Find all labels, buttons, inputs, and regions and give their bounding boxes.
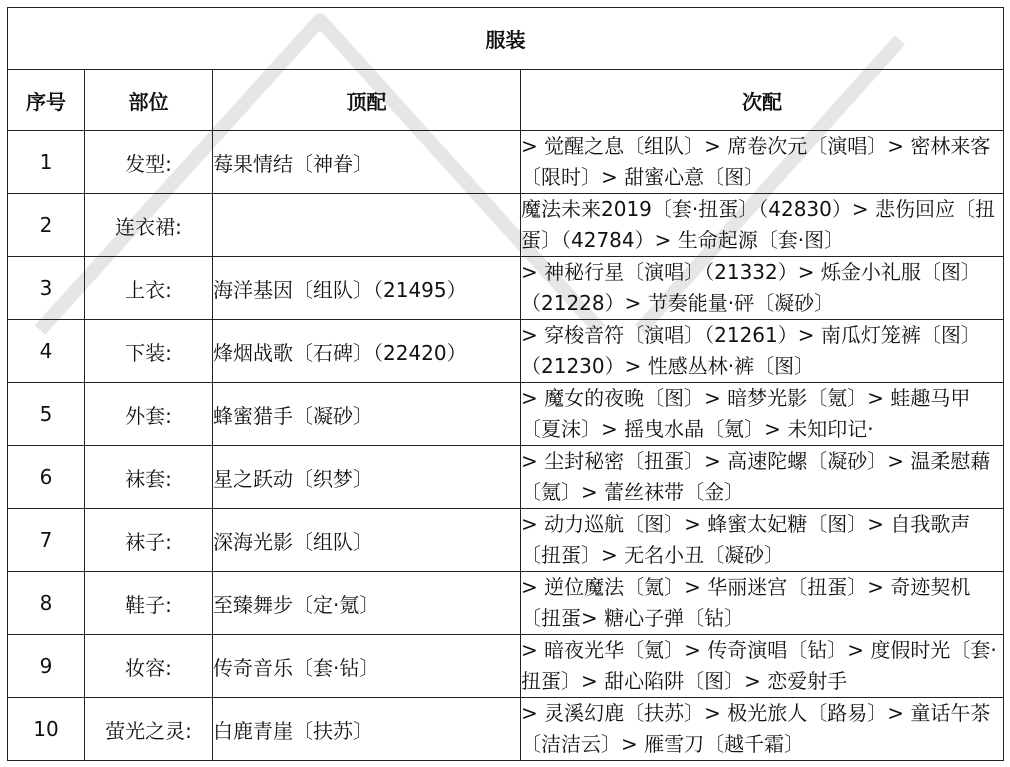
row-index: 8	[8, 572, 85, 635]
row-part: 连衣裙:	[85, 194, 213, 257]
row-part: 袜套:	[85, 446, 213, 509]
row-sub: > 灵溪幻鹿〔扶苏〕> 极光旅人〔路易〕> 童话午茶〔洁洁云〕> 雁雪刀〔越千霜〕	[521, 698, 1004, 761]
row-index: 4	[8, 320, 85, 383]
row-index: 5	[8, 383, 85, 446]
row-top	[213, 194, 521, 257]
row-part: 萤光之灵:	[85, 698, 213, 761]
row-part: 发型:	[85, 131, 213, 194]
row-index: 3	[8, 257, 85, 320]
row-sub: > 魔女的夜晚〔图〕> 暗梦光影〔氪〕> 蛙趣马甲〔夏沫〕> 摇曳水晶〔氪〕> 未知印记·	[521, 383, 1004, 446]
row-top: 莓果情结〔神眷〕	[213, 131, 521, 194]
row-part: 下装:	[85, 320, 213, 383]
row-index: 1	[8, 131, 85, 194]
row-part: 外套:	[85, 383, 213, 446]
row-sub: > 觉醒之息〔组队〕> 席卷次元〔演唱〕> 密林来客〔限时〕> 甜蜜心意〔图〕	[521, 131, 1004, 194]
row-sub: > 穿梭音符〔演唱〕（21261）> 南瓜灯笼裤〔图〕（21230）> 性感丛林·裤〔图〕	[521, 320, 1004, 383]
row-index: 6	[8, 446, 85, 509]
row-part: 鞋子:	[85, 572, 213, 635]
row-top: 烽烟战歌〔石碑〕（22420）	[213, 320, 521, 383]
table-row	[8, 383, 1004, 446]
row-index: 2	[8, 194, 85, 257]
table-row	[8, 572, 1004, 635]
table-row	[8, 509, 1004, 572]
header-part: 部位	[85, 70, 213, 131]
row-sub: > 神秘行星〔演唱〕（21332）> 烁金小礼服〔图〕（21228）> 节奏能量·砰〔凝砂〕	[521, 257, 1004, 320]
header-top: 顶配	[213, 70, 521, 131]
row-top: 星之跃动〔织梦〕	[213, 446, 521, 509]
table-row	[8, 635, 1004, 698]
row-index: 9	[8, 635, 85, 698]
table-row	[8, 446, 1004, 509]
table-title: 服装	[8, 8, 1004, 70]
row-top: 深海光影〔组队〕	[213, 509, 521, 572]
row-top: 蜂蜜猎手〔凝砂〕	[213, 383, 521, 446]
row-top: 海洋基因〔组队〕（21495）	[213, 257, 521, 320]
row-sub: 魔法未来2019〔套·扭蛋〕（42830）> 悲伤回应〔扭蛋〕（42784）> 生命起源〔套·图〕	[521, 194, 1004, 257]
row-part: 妆容:	[85, 635, 213, 698]
row-top: 白鹿青崖〔扶苏〕	[213, 698, 521, 761]
outfit-table	[7, 7, 1004, 761]
row-sub: > 暗夜光华〔氪〕> 传奇演唱〔钻〕> 度假时光〔套·扭蛋〕> 甜心陷阱〔图〕> 恋爱射手	[521, 635, 1004, 698]
row-top: 传奇音乐〔套·钻〕	[213, 635, 521, 698]
row-index: 7	[8, 509, 85, 572]
row-part: 上衣:	[85, 257, 213, 320]
row-sub: > 尘封秘密〔扭蛋〕> 高速陀螺〔凝砂〕> 温柔慰藉〔氪〕> 蕾丝袜带〔金〕	[521, 446, 1004, 509]
header-sub: 次配	[521, 70, 1004, 131]
header-index: 序号	[8, 70, 85, 131]
row-part: 袜子:	[85, 509, 213, 572]
table-row	[8, 320, 1004, 383]
row-sub: > 逆位魔法〔氪〕> 华丽迷宫〔扭蛋〕> 奇迹契机〔扭蛋> 糖心子弹〔钻〕	[521, 572, 1004, 635]
row-top: 至臻舞步〔定·氪〕	[213, 572, 521, 635]
row-sub: > 动力巡航〔图〕> 蜂蜜太妃糖〔图〕> 自我歌声〔扭蛋〕> 无名小丑〔凝砂〕	[521, 509, 1004, 572]
table-row	[8, 698, 1004, 761]
table-row	[8, 194, 1004, 257]
table-row	[8, 131, 1004, 194]
row-index: 10	[8, 698, 85, 761]
table-row	[8, 257, 1004, 320]
